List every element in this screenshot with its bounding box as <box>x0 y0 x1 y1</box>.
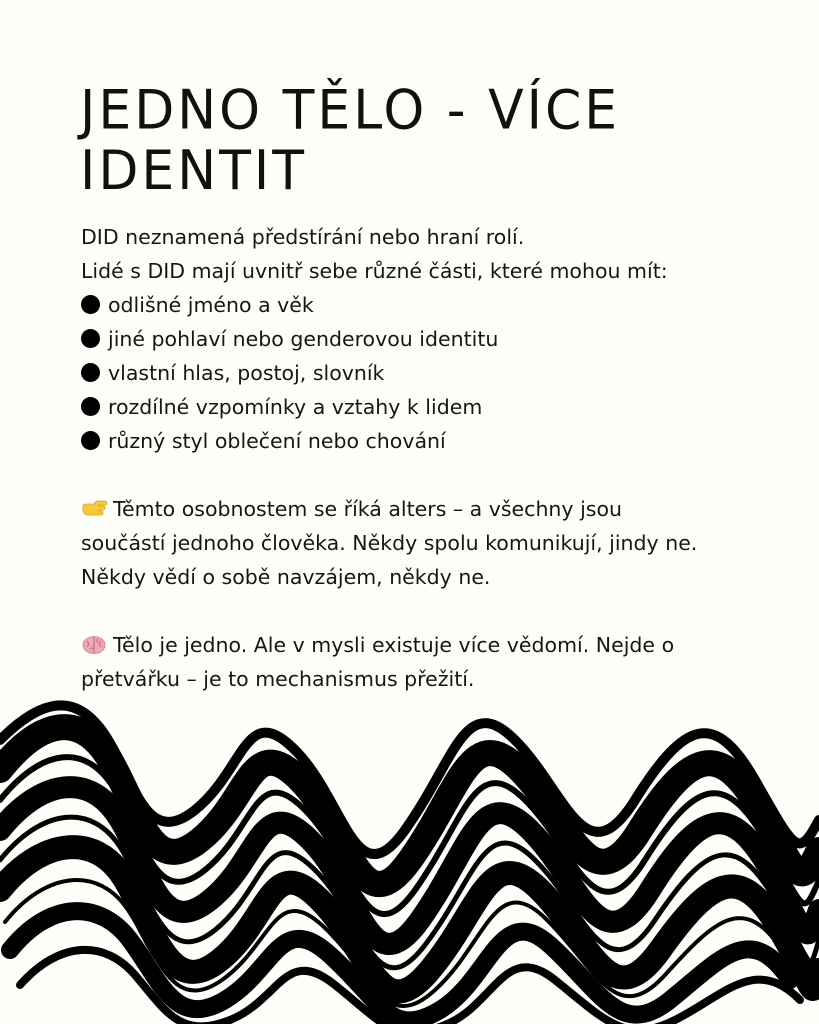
body-mind-line-1 <box>81 628 781 662</box>
alters-line-3: Někdy vědí o sobě navzájem, někdy ne. <box>81 565 491 589</box>
list-item-text: různý styl oblečení nebo chování <box>108 429 446 453</box>
list-item-text: vlastní hlas, postoj, slovník <box>108 361 385 385</box>
page-title <box>80 80 780 202</box>
list-item-text: jiné pohlaví nebo genderovou identitu <box>108 327 499 351</box>
content <box>81 220 781 696</box>
bullet-dot-icon <box>81 329 100 348</box>
brain-icon <box>81 635 107 655</box>
intro-line-1: DID neznamená předstírání nebo hraní rolí. <box>81 225 525 249</box>
list-item <box>81 424 781 458</box>
body-mind-line-2: přetvářku – je to mechanismus přežití. <box>81 667 475 691</box>
list-item <box>81 390 781 424</box>
alters-line-1 <box>81 492 781 526</box>
alters-paragraph <box>81 492 781 594</box>
list-item <box>81 356 781 390</box>
bullet-list <box>81 288 781 458</box>
alters-text-1: Těmto osobnostem se říká alters – a všechny jsou <box>113 497 622 521</box>
pointing-hand-icon <box>81 499 107 519</box>
title-line-2: IDENTIT <box>80 139 307 203</box>
bullet-dot-icon <box>81 431 100 450</box>
bullet-dot-icon <box>81 397 100 416</box>
bullet-dot-icon <box>81 295 100 314</box>
list-item-text: rozdílné vzpomínky a vztahy k lidem <box>108 395 483 419</box>
title-line-1: JEDNO TĚLO - VÍCE <box>80 78 621 142</box>
bullet-dot-icon <box>81 363 100 382</box>
list-item <box>81 288 781 322</box>
body-mind-paragraph <box>81 628 781 696</box>
alters-line-2: součástí jednoho člověka. Někdy spolu komunikují, jindy ne. <box>81 531 698 555</box>
intro-line-2: Lidé s DID mají uvnitř sebe různé části, které mohou mít: <box>81 259 668 283</box>
abstract-wave-illustration <box>0 700 819 1024</box>
list-item <box>81 322 781 356</box>
body-mind-text-1: Tělo je jedno. Ale v mysli existuje více vědomí. Nejde o <box>113 633 675 657</box>
list-item-text: odlišné jméno a věk <box>108 293 314 317</box>
